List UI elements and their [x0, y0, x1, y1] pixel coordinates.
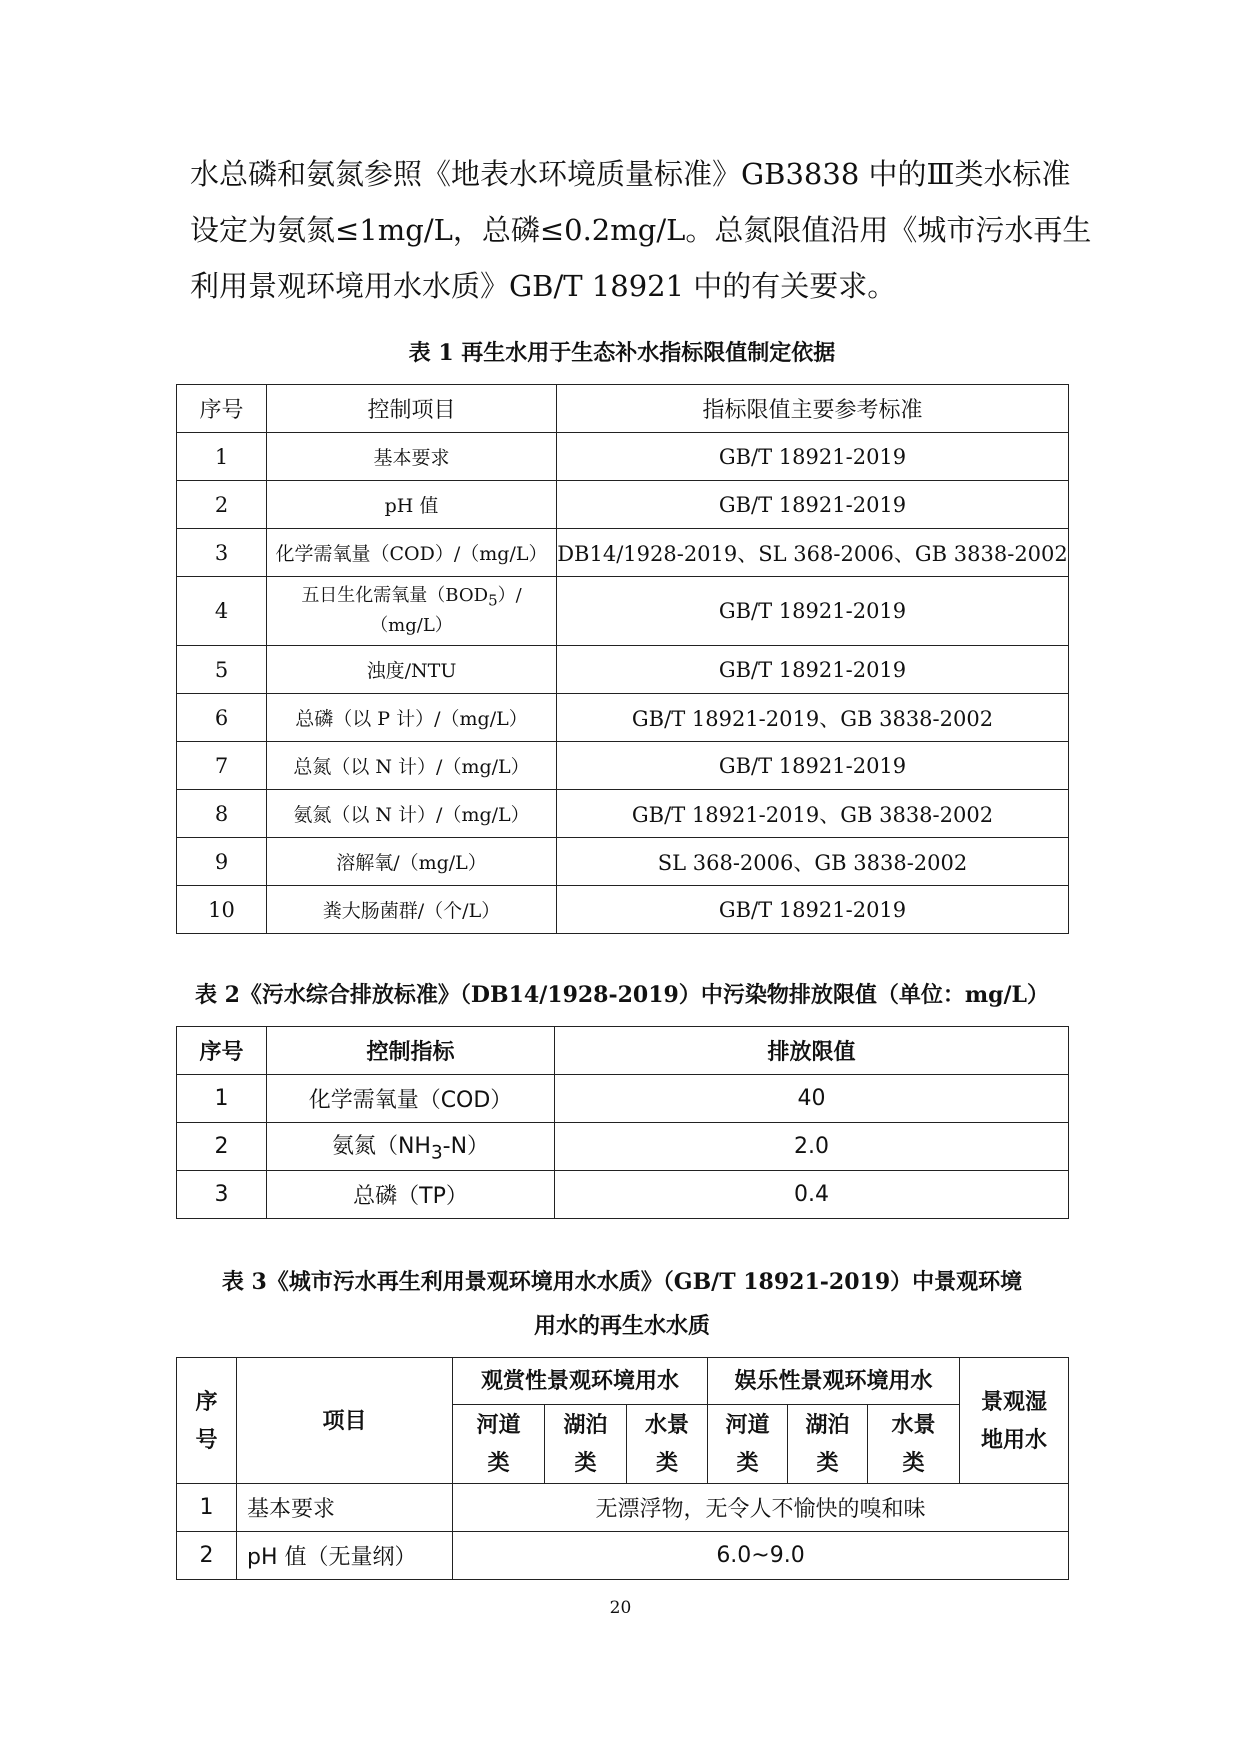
- table-row: [177, 646, 1069, 694]
- paragraph-line: 水总磷和氨氮参照《地表水环境质量标准》GB3838 中的Ⅲ类水标准: [190, 157, 1071, 191]
- table-row: [177, 790, 1069, 838]
- control-item: 基本要求: [267, 433, 557, 481]
- page-number: 20: [609, 1598, 632, 1618]
- row-number: 3: [177, 529, 267, 577]
- reference-standard: DB14/1928-2019、SL 368-2006、GB 3838-2002: [557, 529, 1069, 577]
- subscript: 3: [430, 1142, 443, 1164]
- row-number: 2: [177, 1532, 237, 1580]
- limit-value: 2.0: [555, 1123, 1069, 1171]
- table3: [176, 1357, 1069, 1580]
- table-row: [177, 1075, 1069, 1123]
- item-cell: pH 值（无量纲）: [237, 1532, 453, 1580]
- table3-caption: [176, 1260, 1068, 1348]
- reference-standard: GB/T 18921-2019: [557, 481, 1069, 529]
- table-row: [177, 481, 1069, 529]
- row-number: 8: [177, 790, 267, 838]
- header-group-ornamental: 观赏性景观环境用水: [453, 1358, 708, 1405]
- header-cell-wetland: 景观湿 地用水: [960, 1358, 1069, 1484]
- body-paragraph: [190, 146, 1092, 314]
- limit-value: 40: [555, 1075, 1069, 1123]
- header-cell: 控制指标: [267, 1027, 555, 1075]
- control-indicator: 总磷（TP）: [267, 1171, 555, 1219]
- caption-line: 用水的再生水水质: [533, 1313, 710, 1339]
- reference-standard: GB/T 18921-2019: [557, 433, 1069, 481]
- subscript: 5: [488, 591, 498, 610]
- control-item: 粪大肠菌群/（个/L）: [267, 886, 557, 934]
- header-cell: 指标限值主要参考标准: [557, 385, 1069, 433]
- header-cell-item: 项目: [237, 1358, 453, 1484]
- control-item: [267, 577, 557, 646]
- subheader-cell: 湖泊 类: [788, 1405, 868, 1484]
- row-number: 6: [177, 694, 267, 742]
- row-number: 1: [177, 1075, 267, 1123]
- header-cell: 控制项目: [267, 385, 557, 433]
- paragraph-line: 利用景观环境用水水质》GB/T 18921 中的有关要求。: [190, 269, 897, 303]
- control-item: 溶解氧/（mg/L）: [267, 838, 557, 886]
- control-indicator: [267, 1123, 555, 1171]
- value-cell: 无漂浮物，无令人不愉快的嗅和味: [453, 1484, 1069, 1532]
- control-item: 浊度/NTU: [267, 646, 557, 694]
- control-item-text: （mg/L）: [370, 615, 453, 637]
- control-item-text: ）/: [497, 584, 522, 606]
- indicator-text: 氨氮（NH: [331, 1134, 431, 1160]
- table-row: [177, 529, 1069, 577]
- row-number: 3: [177, 1171, 267, 1219]
- limit-value: 0.4: [555, 1171, 1069, 1219]
- indicator-text: -N）: [442, 1134, 490, 1160]
- item-cell: 基本要求: [237, 1484, 453, 1532]
- control-item: 氨氮（以 N 计）/（mg/L）: [267, 790, 557, 838]
- control-item: 总磷（以 P 计）/（mg/L）: [267, 694, 557, 742]
- subheader-cell: 水景 类: [627, 1405, 708, 1484]
- control-item: 化学需氧量（COD）/（mg/L）: [267, 529, 557, 577]
- table3-header-row: [177, 1358, 1069, 1405]
- paragraph-line: 设定为氨氮≤1mg/L，总磷≤0.2mg/L。总氮限值沿用《城市污水再生: [190, 213, 1092, 247]
- header-group-recreational: 娱乐性景观环境用水: [708, 1358, 960, 1405]
- table-row: [177, 433, 1069, 481]
- row-number: 4: [177, 577, 267, 646]
- reference-standard: GB/T 18921-2019: [557, 577, 1069, 646]
- header-cell-number: 序 号: [177, 1358, 237, 1484]
- row-number: 9: [177, 838, 267, 886]
- table-row: [177, 1532, 1069, 1580]
- header-cell: 排放限值: [555, 1027, 1069, 1075]
- table1-caption: 表 1 再生水用于生态补水指标限值制定依据: [408, 340, 836, 366]
- table1-header-row: [177, 385, 1069, 433]
- table2-header-row: [177, 1027, 1069, 1075]
- control-item: 总氮（以 N 计）/（mg/L）: [267, 742, 557, 790]
- reference-standard: GB/T 18921-2019、GB 3838-2002: [557, 790, 1069, 838]
- reference-standard: GB/T 18921-2019、GB 3838-2002: [557, 694, 1069, 742]
- reference-standard: GB/T 18921-2019: [557, 742, 1069, 790]
- reference-standard: SL 368-2006、GB 3838-2002: [557, 838, 1069, 886]
- subheader-cell: 水景 类: [868, 1405, 960, 1484]
- table-row: [177, 1171, 1069, 1219]
- row-number: 2: [177, 1123, 267, 1171]
- reference-standard: GB/T 18921-2019: [557, 886, 1069, 934]
- header-cell: 序号: [177, 1027, 267, 1075]
- row-number: 1: [177, 433, 267, 481]
- table2: [176, 1026, 1069, 1219]
- table2-caption: 表 2《污水综合排放标准》（DB14/1928-2019）中污染物排放限值（单位：mg/L）: [194, 982, 1050, 1008]
- row-number: 1: [177, 1484, 237, 1532]
- reference-standard: GB/T 18921-2019: [557, 646, 1069, 694]
- table-row: [177, 1484, 1069, 1532]
- header-cell: 序号: [177, 385, 267, 433]
- row-number: 2: [177, 481, 267, 529]
- table-row: [177, 838, 1069, 886]
- control-item: pH 值: [267, 481, 557, 529]
- table-row: [177, 577, 1069, 646]
- control-indicator: 化学需氧量（COD）: [267, 1075, 555, 1123]
- table-row: [177, 1123, 1069, 1171]
- subheader-cell: 河道 类: [708, 1405, 788, 1484]
- subheader-cell: 湖泊 类: [545, 1405, 627, 1484]
- table-row: [177, 694, 1069, 742]
- row-number: 7: [177, 742, 267, 790]
- value-cell: 6.0~9.0: [453, 1532, 1069, 1580]
- row-number: 5: [177, 646, 267, 694]
- row-number: 10: [177, 886, 267, 934]
- control-item-text: 五日生化需氧量（BOD: [301, 584, 489, 606]
- subheader-cell: 河道 类: [453, 1405, 545, 1484]
- table-row: [177, 886, 1069, 934]
- caption-line: 表 3《城市污水再生利用景观环境用水水质》（GB/T 18921-2019）中景观环境: [221, 1269, 1023, 1295]
- table-row: [177, 742, 1069, 790]
- table1: [176, 384, 1069, 934]
